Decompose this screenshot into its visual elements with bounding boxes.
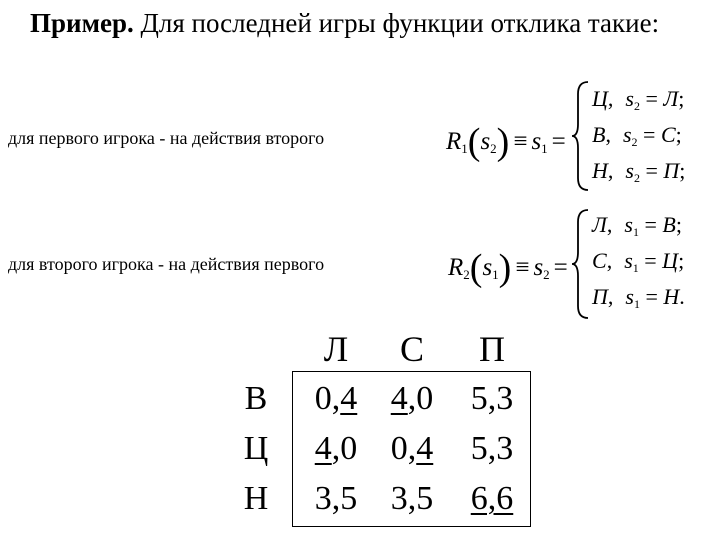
player1-label: для первого игрока - на действия второго (8, 128, 325, 148)
column-header: С (399, 329, 424, 369)
player1-case-3: Н, $s_2 = П$; (592, 158, 686, 185)
row-header: Н (243, 480, 269, 517)
column-header: Л (323, 329, 349, 369)
matrix-cell: 3,5 (390, 480, 434, 517)
matrix-cell: 5,3 (470, 430, 514, 467)
matrix-cell: 3,5 (314, 480, 358, 517)
player1-case-2: В, $s_2 = С$; (592, 122, 682, 149)
player1-formula: $R_1(s_2) \equiv s_1$ = (446, 121, 566, 163)
player2-brace (570, 208, 592, 320)
player2-label: для второго игрока - на действия первого (8, 254, 325, 274)
player1-case-1: Ц, $s_2 = Л$; (592, 86, 685, 113)
row-header: В (244, 380, 268, 417)
player2-case-3: П, $s_1 = Н$. (592, 284, 685, 311)
player2-case-2: С, $s_1 = Ц$; (592, 248, 685, 275)
matrix-cell: 0,4 (390, 430, 434, 467)
title-text: Для последней игры функции отклика такие: (133, 8, 660, 38)
player2-formula: $R_2(s_1) \equiv s_2$ = (448, 247, 568, 289)
matrix-cell: 4,0 (314, 430, 358, 467)
title-bold: Пример. (30, 8, 134, 38)
column-header: П (479, 329, 505, 369)
matrix-cell: 6,6 (470, 480, 514, 517)
slide-title (30, 8, 659, 39)
matrix-cell: 5,3 (470, 380, 514, 417)
matrix-cell: 4,0 (390, 380, 434, 417)
row-header: Ц (243, 430, 269, 467)
player1-brace (570, 80, 592, 192)
matrix-cell: 0,4 (314, 380, 358, 417)
player2-case-1: Л, $s_1 = В$; (592, 212, 682, 239)
